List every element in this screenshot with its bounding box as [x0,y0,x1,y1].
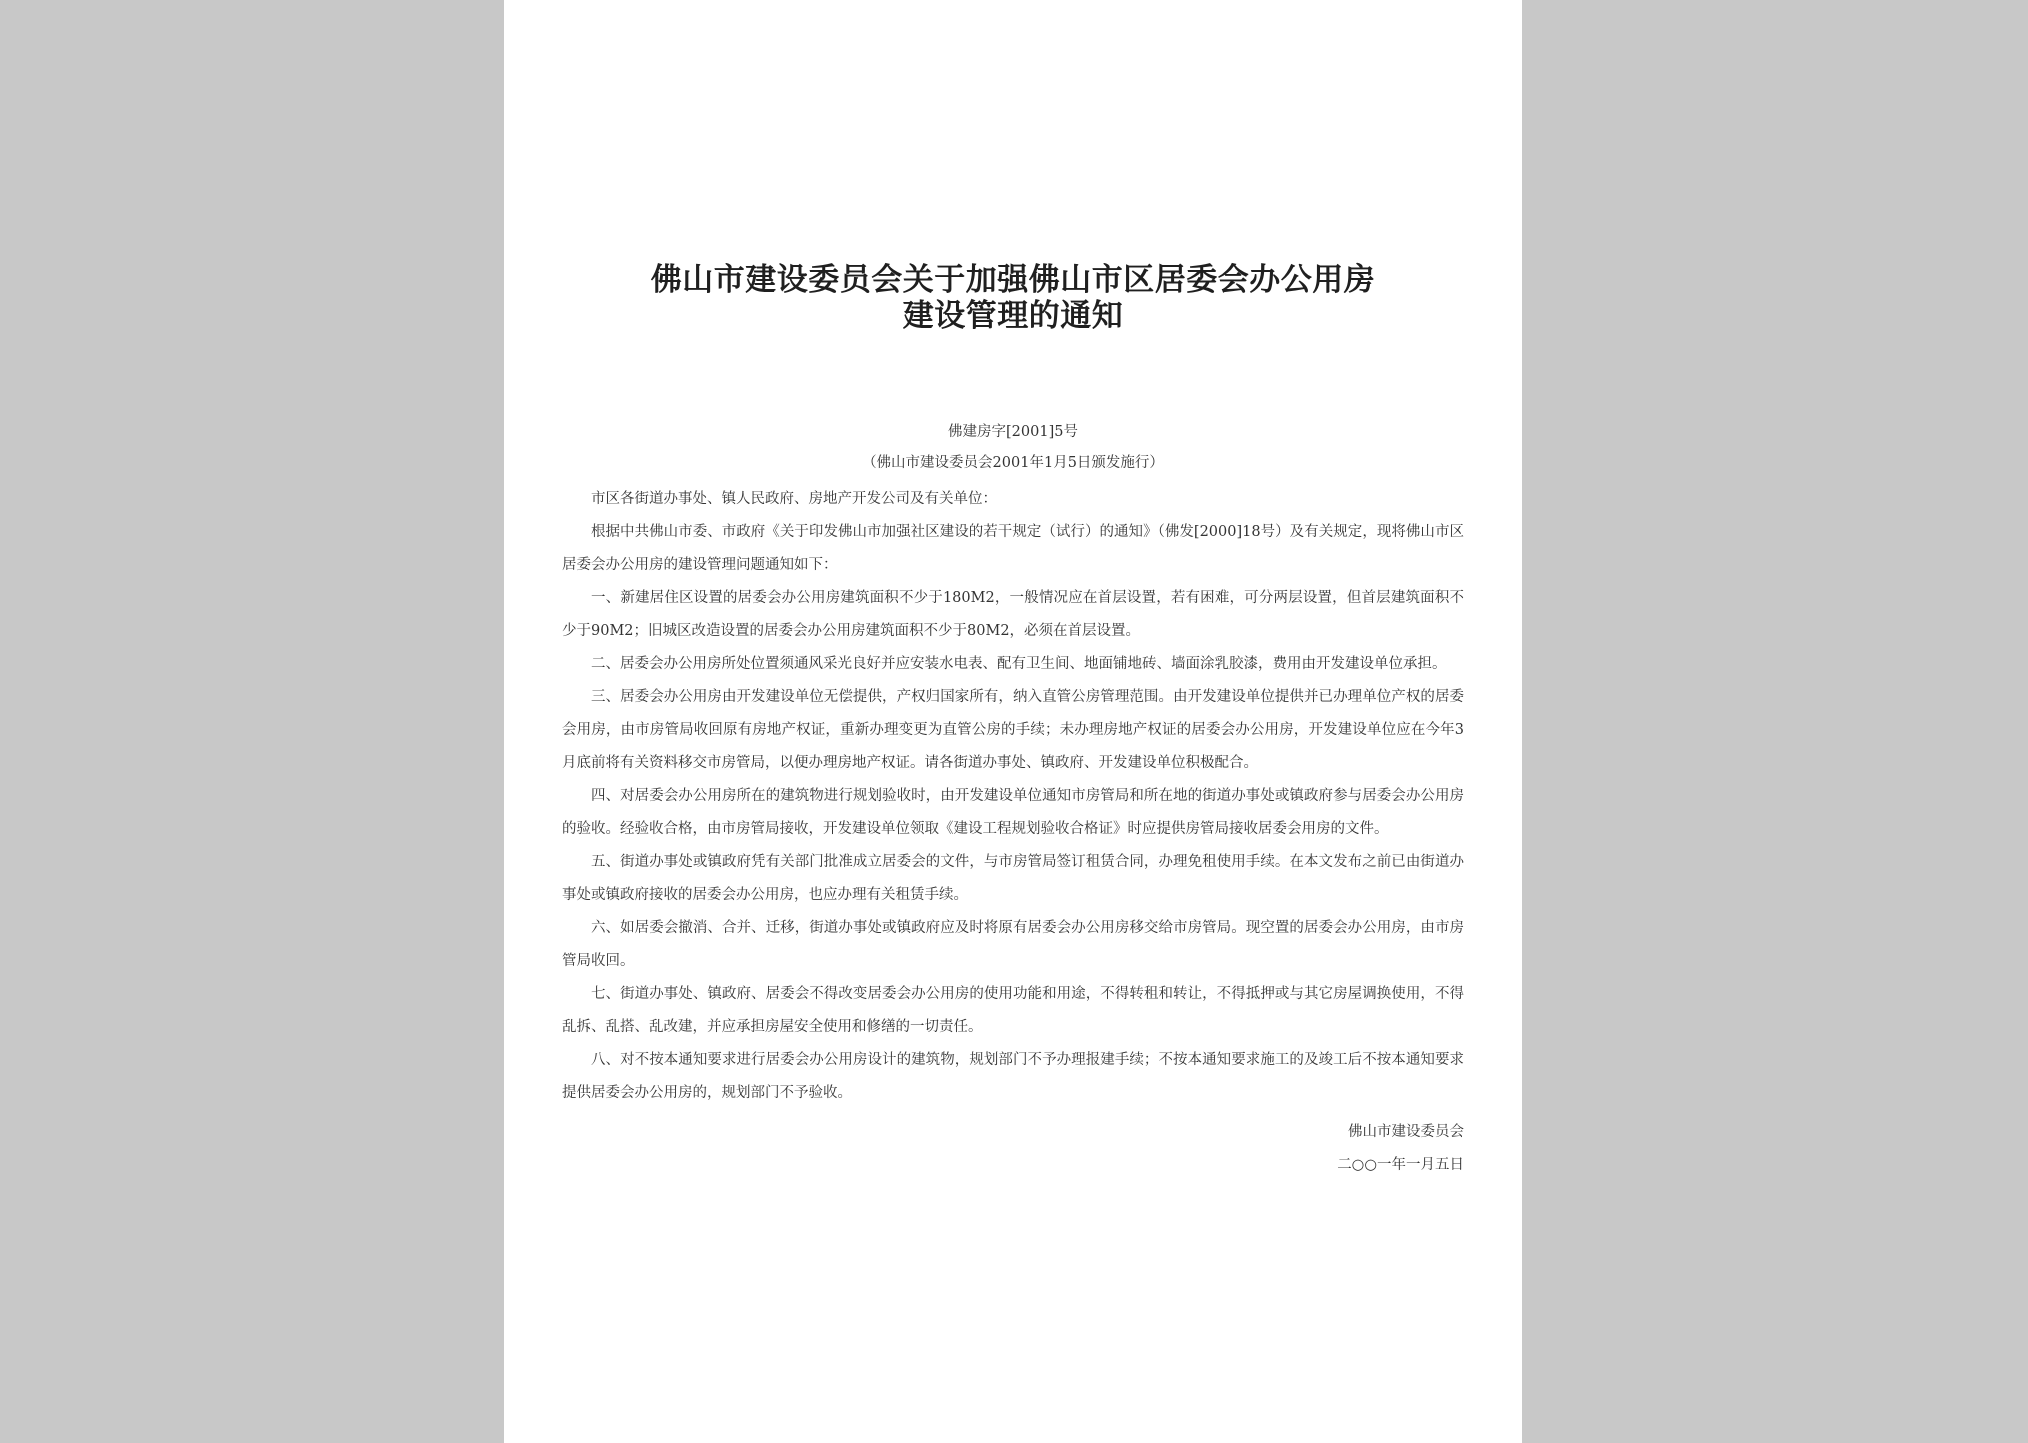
title-line-1: 佛山市建设委员会关于加强佛山市区居委会办公用房 [650,262,1376,298]
body-paragraph: 七、街道办事处、镇政府、居委会不得改变居委会办公用房的使用功能和用途，不得转租和转让，不得抵押或与其它房屋调换使用，不得乱拆、乱搭、乱改建，并应承担房屋安全使用和修缮的一切责任。 [562,986,1464,1035]
body-paragraph: 一、新建居住区设置的居委会办公用房建筑面积不少于180M2，一般情况应在首层设置，若有困难，可分两层设置，但首层建筑面积不少于90M2；旧城区改造设置的居委会办公用房建筑面积不少于80M2，必须在首层设置。 [562,590,1464,639]
document-date: 二○○一年一月五日 [1337,1157,1464,1173]
title-line-2: 建设管理的通知 [902,298,1124,334]
body-paragraph: 八、对不按本通知要求进行居委会办公用房设计的建筑物，规划部门不予办理报建手续；不按本通知要求施工的及竣工后不按本通知要求提供居委会办公用房的，规划部门不予验收。 [562,1052,1464,1101]
body-paragraph: 根据中共佛山市委、市政府《关于印发佛山市加强社区建设的若干规定（试行）的通知》（佛发[2000]18号）及有关规定，现将佛山市区居委会办公用房的建设管理问题通知如下： [562,524,1464,573]
document-title [562,262,1464,334]
document-page [504,0,1522,1443]
issuer-note: （佛山市建设委员会2001年1月5日颁发施行） [862,455,1164,471]
document-number: 佛建房字[2001]5号 [948,424,1078,440]
body-paragraph: 三、居委会办公用房由开发建设单位无偿提供，产权归国家所有，纳入直管公房管理范围。由开发建设单位提供并已办理单位产权的居委会用房，由市房管局收回原有房地产权证，重新办理变更为直管公房的手续；未办理房地产权证的居委会办公用房，开发建设单位应在今年3月底前将有关资料移交市房管局，以便办理房地产权证。请各街道办事处、镇政府、开发建设单位积极配合。 [562,689,1464,771]
signature: 佛山市建设委员会 [1348,1124,1464,1140]
salutation: 市区各街道办事处、镇人民政府、房地产开发公司及有关单位： [591,491,997,507]
body-paragraph: 五、街道办事处或镇政府凭有关部门批准成立居委会的文件，与市房管局签订租赁合同，办理免租使用手续。在本文发布之前已由街道办事处或镇政府接收的居委会办公用房，也应办理有关租赁手续。 [562,854,1464,903]
body-paragraph: 四、对居委会办公用房所在的建筑物进行规划验收时，由开发建设单位通知市房管局和所在地的街道办事处或镇政府参与居委会办公用房的验收。经验收合格，由市房管局接收，开发建设单位领取《建设工程规划验收合格证》时应提供房管局接收居委会用房的文件。 [562,788,1464,837]
body-paragraph: 二、居委会办公用房所处位置须通风采光良好并应安装水电表、配有卫生间、地面铺地砖、墙面涂乳胶漆，费用由开发建设单位承担。 [591,656,1447,672]
body-paragraph: 六、如居委会撤消、合并、迁移，街道办事处或镇政府应及时将原有居委会办公用房移交给市房管局。现空置的居委会办公用房，由市房管局收回。 [562,920,1464,969]
